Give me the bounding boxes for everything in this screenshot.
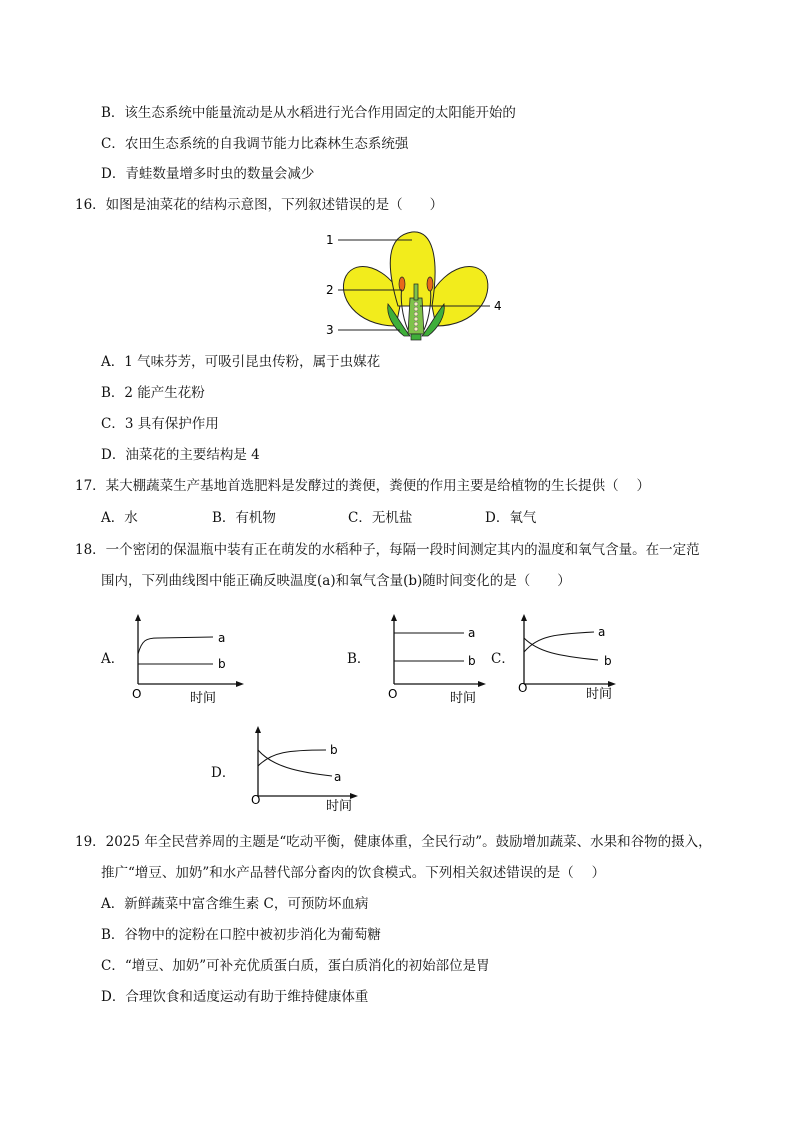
- q18-stem-line2: 围内，下列曲线图中能正确反映温度(a)和氧气含量(b)随时间变化的是（ ）: [101, 573, 571, 589]
- rape-flower-svg: [316, 226, 516, 346]
- graph-b-option-label: B．: [347, 651, 371, 667]
- q16-option-a: A．1 气味芬芳，可吸引昆虫传粉，属于虫媒花: [101, 354, 381, 370]
- graph-d-b-label: b: [330, 743, 338, 757]
- graph-c-option-label: C．: [491, 651, 515, 667]
- graph-b-origin: O: [388, 687, 398, 701]
- graph-d-a-label: a: [334, 770, 342, 784]
- q19-option-a: A．新鲜蔬菜中富含维生素 C，可预防坏血病: [101, 896, 369, 912]
- graph-a-option-label: A．: [101, 651, 125, 667]
- q18-stem-line1: 18．一个密闭的保温瓶中装有正在萌发的水稻种子，每隔一段时间测定其内的温度和氧气含量。在一定范: [75, 542, 700, 558]
- q19-option-c: C．“增豆、加奶”可补充优质蛋白质，蛋白质消化的初始部位是胃: [101, 958, 490, 974]
- q16-option-d: D．油菜花的主要结构是 4: [101, 447, 260, 463]
- q17-option-a: A．水: [101, 510, 138, 526]
- graph-b-a-label: a: [468, 626, 476, 640]
- q17-option-c: C．无机盐: [348, 510, 413, 526]
- q17-option-b: B．有机物: [212, 510, 276, 526]
- figure-label-2: 2: [326, 283, 334, 297]
- graph-c-curve-b: [524, 638, 598, 660]
- graph-c: [514, 614, 620, 706]
- graph-c-curve-a: [524, 632, 594, 652]
- q19-stem-line2: 推广“增豆、加奶”和水产品替代部分畜肉的饮食模式。下列相关叙述错误的是（ ）: [101, 865, 606, 881]
- graph-a-x-axis: 时间: [190, 691, 217, 706]
- graph-a-a-label: a: [218, 631, 226, 645]
- graph-d-x-axis: 时间: [326, 799, 353, 814]
- graph-d-origin: O: [251, 793, 261, 807]
- q16-option-b: B．2 能产生花粉: [101, 385, 205, 401]
- q16-stem: 16．如图是油菜花的结构示意图，下列叙述错误的是（ ）: [75, 197, 444, 213]
- figure-label-1: 1: [326, 233, 334, 247]
- graph-b-b-label: b: [468, 654, 476, 668]
- graph-c-x-axis: 时间: [586, 687, 613, 702]
- graph-c-origin: O: [518, 681, 528, 695]
- figure-label-3: 3: [326, 323, 334, 337]
- graph-d: [248, 726, 360, 818]
- graph-d-option-label: D．: [211, 765, 236, 781]
- q15-option-c: C．农田生态系统的自我调节能力比森林生态系统强: [101, 136, 409, 152]
- graph-a-b-label: b: [218, 657, 226, 671]
- q15-option-d: D．青蛙数量增多时虫的数量会减少: [101, 166, 315, 182]
- graph-a-origin: O: [132, 687, 142, 701]
- q17-option-d: D．氧气: [485, 510, 537, 526]
- figure-label-4: 4: [494, 299, 502, 313]
- graph-b-x-axis: 时间: [450, 691, 477, 706]
- petal-top: [390, 232, 435, 306]
- q17-stem: 17．某大棚蔬菜生产基地首选肥料是发酵过的粪便，粪便的作用主要是给植物的生长提供（ ）: [75, 478, 650, 494]
- q16-option-c: C．3 具有保护作用: [101, 416, 219, 432]
- q19-option-d: D．合理饮食和适度运动有助于维持健康体重: [101, 989, 369, 1005]
- q19-option-b: B．谷物中的淀粉在口腔中被初步消化为葡萄糖: [101, 927, 381, 943]
- graph-a: [128, 614, 248, 706]
- graph-d-curve-b: [258, 750, 326, 766]
- graph-a-curve-a: [138, 637, 213, 654]
- graph-b: [384, 614, 490, 706]
- q19-stem-line1: 19．2025 年全民营养周的主题是“吃动平衡，健康体重，全民行动”。鼓励增加蔬菜、水果和谷物的摄入，: [75, 834, 712, 850]
- q15-option-b: B．该生态系统中能量流动是从水稻进行光合作用固定的太阳能开始的: [101, 105, 516, 121]
- graph-c-b-label: b: [604, 654, 612, 668]
- rape-flower-figure: [316, 226, 516, 346]
- graph-d-curve-a: [258, 750, 332, 776]
- graph-c-a-label: a: [598, 625, 606, 639]
